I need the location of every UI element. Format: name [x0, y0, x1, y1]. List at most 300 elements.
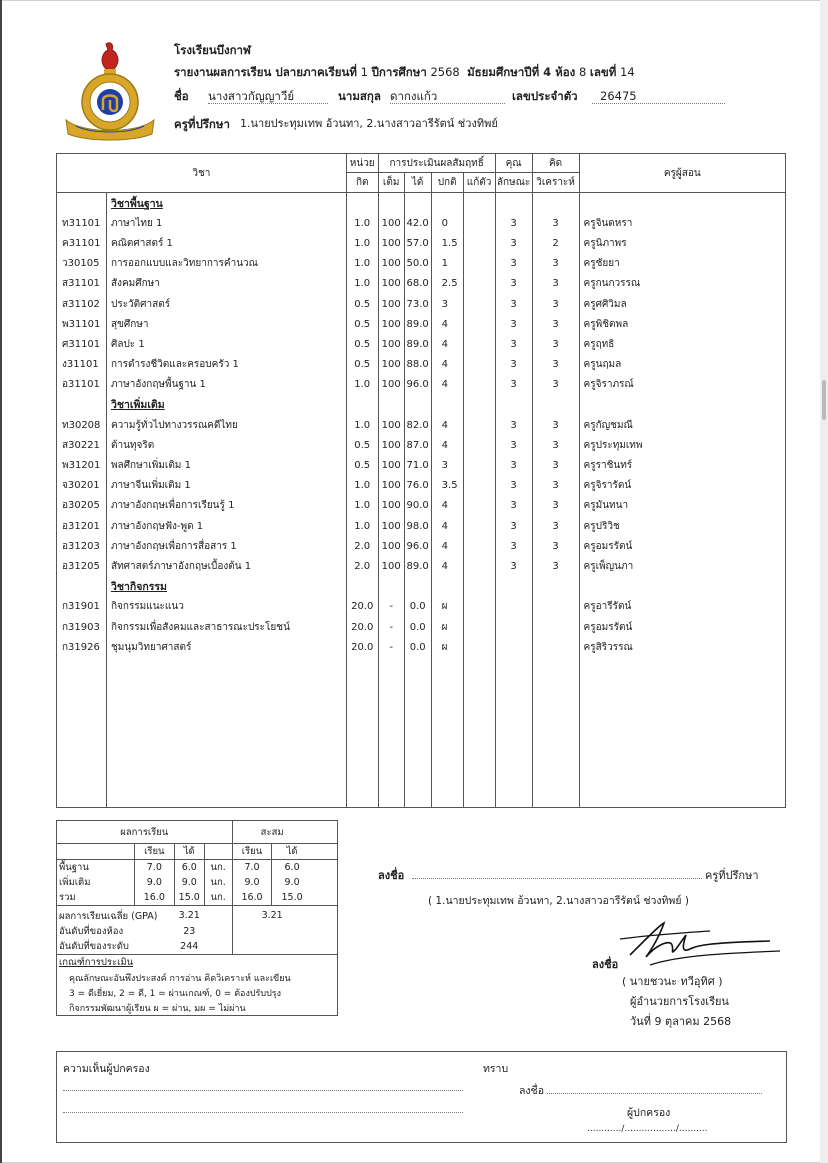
empty-cell [346, 395, 378, 415]
thinking-score: 3 [532, 355, 579, 375]
credit-header-top: หน่วย [346, 154, 378, 173]
section-title: วิชากิจกรรม [106, 577, 346, 597]
full-score: 100 [378, 496, 404, 516]
empty-cell [57, 844, 135, 860]
parent-comment-box [56, 1051, 787, 1143]
normal-grade-header: ปกติ [431, 173, 463, 193]
table-row [57, 496, 786, 516]
full-score: 100 [378, 274, 404, 294]
parent-sign-line[interactable] [547, 1082, 762, 1094]
criteria-line-3: กิจกรรมพัฒนาผู้เรียน ผ = ผ่าน, มผ = ไม่ผ่าน [57, 1000, 338, 1016]
revised-grade [463, 496, 495, 516]
empty-cell [346, 193, 378, 214]
empty-cell [404, 193, 431, 214]
revised-grade [463, 233, 495, 253]
got-score: 0.0 [404, 597, 431, 617]
full-score: - [378, 637, 404, 657]
subject-code: ก31926 [57, 637, 107, 657]
full-score-header: เต็ม [378, 173, 404, 193]
full-score: - [378, 597, 404, 617]
credit-value: 20.0 [346, 617, 378, 637]
normal-grade: 2.5 [431, 274, 463, 294]
normal-grade: ผ [431, 597, 463, 617]
empty-cell [495, 657, 532, 808]
credit-value: 0.5 [346, 334, 378, 354]
empty-cell [312, 844, 338, 860]
advisor-role: ครูที่ปรึกษา [705, 869, 759, 882]
character-score: 3 [495, 476, 532, 496]
subject-code: ส31102 [57, 294, 107, 314]
parent-date-blank[interactable]: ............/................../.......... [587, 1124, 708, 1134]
credit-value: 1.0 [346, 415, 378, 435]
full-score: 100 [378, 254, 404, 274]
subject-name: ภาษาอังกฤษเพื่อการสื่อสาร 1 [106, 536, 346, 556]
revised-grade [463, 536, 495, 556]
thinking-score: 3 [532, 516, 579, 536]
advisor-label: ครูที่ปรึกษา [174, 117, 230, 131]
subject-name: ประวัติศาสตร์ [106, 294, 346, 314]
normal-grade: 4 [431, 556, 463, 576]
student-surname: ดากงแก้ว [390, 89, 505, 104]
revised-grade [463, 597, 495, 617]
normal-grade: 3 [431, 294, 463, 314]
assessment-header: การประเมินผลสัมฤทธิ์ [378, 154, 495, 173]
revised-grade [463, 476, 495, 496]
thinking-score: 3 [532, 536, 579, 556]
subject-code: ส30221 [57, 435, 107, 455]
empty-cell [312, 939, 338, 955]
credit-value: 1.0 [346, 375, 378, 395]
subject-code: จ30201 [57, 476, 107, 496]
thinking-score: 3 [532, 294, 579, 314]
empty-cell [404, 577, 431, 597]
subject-code: อ31205 [57, 556, 107, 576]
subject-code: ก31901 [57, 597, 107, 617]
credit-header-bottom: กิต [346, 173, 378, 193]
normal-grade: 4 [431, 536, 463, 556]
school-name: โรงเรียนบึงกาฬ [174, 43, 251, 57]
teacher-name: ครูพิชิตพล [579, 314, 785, 334]
teacher-name: ครูนิภาพร [579, 233, 785, 253]
thinking-score: 2 [532, 233, 579, 253]
normal-grade: 3 [431, 455, 463, 475]
teacher-name: ครูอารีรัตน์ [579, 597, 785, 617]
thinking-score: 3 [532, 254, 579, 274]
character-score: 3 [495, 435, 532, 455]
full-score: 100 [378, 476, 404, 496]
normal-grade: 1.5 [431, 233, 463, 253]
parent-comment-line-1[interactable] [63, 1080, 463, 1091]
section-header-row [57, 395, 786, 415]
empty-cell [232, 924, 312, 939]
subject-name: การดำรงชีวิตและครอบครัว 1 [106, 355, 346, 375]
subject-name: ความรู้ทั่วไปทางวรรณคดีไทย [106, 415, 346, 435]
subject-name: สุขศึกษา [106, 314, 346, 334]
character-score: 3 [495, 254, 532, 274]
table-row [57, 375, 786, 395]
normal-grade: ผ [431, 637, 463, 657]
character-score: 3 [495, 294, 532, 314]
credit-value: 0.5 [346, 435, 378, 455]
parent-comment-label: ความเห็นผู้ปกครอง [63, 1063, 150, 1075]
got-score: 71.0 [404, 455, 431, 475]
full-score: 100 [378, 294, 404, 314]
empty-cell [579, 395, 785, 415]
thinking-score: 3 [532, 314, 579, 334]
revised-grade [463, 213, 495, 233]
character-score: 3 [495, 536, 532, 556]
revised-grade [463, 314, 495, 334]
empty-cell [57, 193, 107, 214]
criteria-line-1: คุณลักษณะอันพึงประสงค์ การอ่าน คิดวิเคราะห์ และเขียน [57, 970, 338, 985]
scrollbar-thumb[interactable] [822, 380, 826, 420]
empty-cell [495, 395, 532, 415]
empty-cell [579, 657, 785, 808]
table-row [57, 334, 786, 354]
full-score: 100 [378, 375, 404, 395]
full-score: 100 [378, 314, 404, 334]
got-score: 57.0 [404, 233, 431, 253]
full-score: 100 [378, 233, 404, 253]
got-score: 82.0 [404, 415, 431, 435]
empty-cell [404, 657, 431, 808]
gpa-label: ผลการเรียนเฉลี่ย (GPA) [57, 906, 175, 925]
subject-code: อ31201 [57, 516, 107, 536]
character-score [495, 597, 532, 617]
got-score: 0.0 [404, 617, 431, 637]
student-number-label: เลขที่ [589, 65, 617, 79]
empty-cell [204, 906, 232, 925]
empty-cell [346, 577, 378, 597]
director-role: ผู้อำนวยการโรงเรียน [630, 995, 729, 1008]
revised-grade [463, 516, 495, 536]
table-row [57, 415, 786, 435]
studied-value: 7.0 [134, 860, 174, 876]
summary-row [57, 890, 338, 906]
teacher-name: ครูปริวิช [579, 516, 785, 536]
character-score: 3 [495, 233, 532, 253]
studied-header: เรียน [134, 844, 174, 860]
room-number: 8 [578, 65, 587, 79]
full-score: 100 [378, 213, 404, 233]
normal-grade: 0 [431, 213, 463, 233]
parent-role: ผู้ปกครอง [627, 1107, 671, 1119]
empty-cell [495, 193, 532, 214]
empty-cell [57, 577, 107, 597]
empty-cell [312, 906, 338, 925]
student-first-name: นางสาวกัญญาวีย์ [208, 89, 328, 104]
studied-value: 16.0 [134, 890, 174, 906]
table-row [57, 213, 786, 233]
teacher-name: ครูศศิวิมล [579, 294, 785, 314]
character-header-bottom: ลักษณะ [495, 173, 532, 193]
thinking-score: 3 [532, 375, 579, 395]
teacher-name: ครูเพ็ญนภา [579, 556, 785, 576]
credit-value: 1.0 [346, 274, 378, 294]
credit-value: 1.0 [346, 213, 378, 233]
subject-code: ค31101 [57, 233, 107, 253]
got-score: 73.0 [404, 294, 431, 314]
empty-cell [532, 395, 579, 415]
thinking-score: 3 [532, 334, 579, 354]
name-label: ชื่อ [174, 89, 189, 103]
character-score: 3 [495, 415, 532, 435]
revised-grade-header: แก้ตัว [463, 173, 495, 193]
subject-code: ก31903 [57, 617, 107, 637]
scrollbar-track[interactable] [820, 0, 828, 1163]
subject-name: ชุมนุมวิทยาศาสตร์ [106, 637, 346, 657]
cum-studied-value: 7.0 [244, 862, 260, 873]
teacher-name: ครูประทุมเทพ [579, 435, 785, 455]
character-score: 3 [495, 213, 532, 233]
credit-value: 1.0 [346, 254, 378, 274]
empty-cell [463, 193, 495, 214]
empty-cell [312, 890, 338, 906]
subject-name: สังคมศึกษา [106, 274, 346, 294]
credit-value: 1.0 [346, 496, 378, 516]
summary-row-label: รวม [57, 890, 135, 906]
character-score: 3 [495, 334, 532, 354]
empty-cell [579, 193, 785, 214]
credit-value: 20.0 [346, 597, 378, 617]
report-title: รายงานผลการเรียน ปลายภาคเรียนที่ [174, 65, 357, 79]
summary-row-label: พื้นฐาน [57, 860, 135, 876]
thinking-score [532, 637, 579, 657]
got-header: ได้ [174, 844, 204, 860]
teacher-name: ครูราชินทร์ [579, 455, 785, 475]
credit-unit: นก. [204, 890, 232, 906]
empty-cell [463, 657, 495, 808]
credit-value: 2.0 [346, 536, 378, 556]
credit-unit: นก. [204, 875, 232, 890]
empty-cell [463, 395, 495, 415]
advisor-sign-line [412, 866, 702, 879]
revised-grade [463, 617, 495, 637]
rank-level-value: 244 [180, 941, 199, 952]
level-label: มัธยมศึกษาปีที่ 4 ห้อง [467, 65, 576, 79]
subject-name: ภาษาอังกฤษเพื่อการเรียนรู้ 1 [106, 496, 346, 516]
year-label: ปีการศึกษา [371, 65, 427, 79]
character-score: 3 [495, 314, 532, 334]
revised-grade [463, 334, 495, 354]
empty-cell [579, 577, 785, 597]
normal-grade: ผ [431, 617, 463, 637]
full-score: 100 [378, 355, 404, 375]
section-header-row [57, 193, 786, 214]
surname-label: นามสกุล [338, 89, 381, 103]
revised-grade [463, 254, 495, 274]
got-score: 87.0 [404, 435, 431, 455]
character-score: 3 [495, 274, 532, 294]
got-score: 89.0 [404, 314, 431, 334]
credit-value: 20.0 [346, 637, 378, 657]
table-row [57, 516, 786, 536]
cum-got-value: 6.0 [272, 860, 312, 876]
thinking-score: 3 [532, 274, 579, 294]
thinking-score: 3 [532, 435, 579, 455]
character-score: 3 [495, 455, 532, 475]
cum-got-value: 9.0 [272, 875, 312, 890]
empty-cell [378, 193, 404, 214]
empty-cell [431, 577, 463, 597]
empty-cell [431, 193, 463, 214]
rank-room-label: อันดับที่ของห้อง [57, 924, 175, 939]
school-logo-emblem [62, 42, 158, 142]
thinking-score: 3 [532, 415, 579, 435]
character-score [495, 637, 532, 657]
semester-number: 1 [360, 65, 368, 79]
empty-cell [346, 657, 378, 808]
student-number: 14 [620, 65, 635, 79]
thinking-score: 3 [532, 455, 579, 475]
empty-cell [378, 577, 404, 597]
subject-code: อ31101 [57, 375, 107, 395]
subject-name: ต้านทุจริต [106, 435, 346, 455]
full-score: 100 [378, 415, 404, 435]
got-score: 98.0 [404, 516, 431, 536]
normal-grade: 4 [431, 355, 463, 375]
table-row [57, 314, 786, 334]
empty-cell [431, 395, 463, 415]
subject-code: พ31101 [57, 314, 107, 334]
academic-year: 2568 [430, 65, 460, 79]
table-row [57, 536, 786, 556]
window-edge [0, 0, 2, 1163]
table-row [57, 355, 786, 375]
table-row [57, 435, 786, 455]
empty-cell [106, 657, 346, 808]
got-value: 15.0 [174, 890, 204, 906]
credit-value: 0.5 [346, 314, 378, 334]
got-score: 89.0 [404, 334, 431, 354]
subject-name: ภาษาอังกฤษฟัง-พูด 1 [106, 516, 346, 536]
teacher-name: ครูมันทนา [579, 496, 785, 516]
teacher-name: ครูนฤมล [579, 355, 785, 375]
empty-cell [204, 844, 232, 860]
teacher-name: ครูกัญชมณี [579, 415, 785, 435]
revised-grade [463, 435, 495, 455]
character-header-top: คุณ [495, 154, 532, 173]
summary-row [57, 860, 338, 876]
revised-grade [463, 455, 495, 475]
summary-row-label: เพิ่มเติม [57, 875, 135, 890]
teacher-name: ครูจิรารัตน์ [579, 476, 785, 496]
thinking-header-bottom: วิเคราะห์ [532, 173, 579, 193]
table-row [57, 455, 786, 475]
got-score: 96.0 [404, 375, 431, 395]
credit-value: 0.5 [346, 455, 378, 475]
student-id: 26475 [592, 89, 725, 104]
full-score: 100 [378, 536, 404, 556]
empty-cell [312, 821, 338, 844]
normal-grade: 4 [431, 415, 463, 435]
gpa-cumulative: 3.21 [261, 909, 283, 921]
cum-studied-header: เรียน [241, 846, 263, 857]
subject-name: ภาษาจีนเพิ่มเติม 1 [106, 476, 346, 496]
revised-grade [463, 415, 495, 435]
teacher-name: ครูชัยยา [579, 254, 785, 274]
criteria-title: เกณฑ์การประเมิน [57, 955, 338, 971]
table-row [57, 254, 786, 274]
empty-cell [57, 657, 107, 808]
table-row [57, 597, 786, 617]
subject-code: ศ31101 [57, 334, 107, 354]
credit-value: 1.0 [346, 516, 378, 536]
empty-cell [232, 939, 312, 955]
revised-grade [463, 355, 495, 375]
subject-name: กิจกรรมแนะแนว [106, 597, 346, 617]
teacher-name: ครูสิริวรรณ [579, 637, 785, 657]
subject-code: ว30105 [57, 254, 107, 274]
empty-cell [312, 875, 338, 890]
grades-table-body [57, 193, 786, 808]
subject-name: กิจกรรมเพื่อสังคมและสาธารณะประโยชน์ [106, 617, 346, 637]
section-title: วิชาพื้นฐาน [106, 193, 346, 214]
got-value: 9.0 [174, 875, 204, 890]
cum-got-header: ได้ [272, 844, 312, 860]
thinking-score: 3 [532, 496, 579, 516]
director-signature [590, 905, 790, 975]
table-row [57, 233, 786, 253]
thinking-score: 3 [532, 213, 579, 233]
table-row [57, 637, 786, 657]
subject-code: อ31203 [57, 536, 107, 556]
table-row [57, 556, 786, 576]
empty-cell [495, 577, 532, 597]
character-score: 3 [495, 496, 532, 516]
section-header-row [57, 577, 786, 597]
summary-rows [57, 860, 338, 906]
normal-grade: 4 [431, 314, 463, 334]
thinking-header-top: คิด [532, 154, 579, 173]
character-score: 3 [495, 355, 532, 375]
empty-cell [204, 939, 232, 955]
result-header: ผลการเรียน [57, 821, 233, 844]
revised-grade [463, 375, 495, 395]
got-score: 89.0 [404, 556, 431, 576]
student-id-label: เลขประจำตัว [512, 89, 578, 103]
normal-grade: 1 [431, 254, 463, 274]
parent-comment-line-2[interactable] [63, 1102, 463, 1113]
subject-code: ง31101 [57, 355, 107, 375]
got-score: 88.0 [404, 355, 431, 375]
got-score-header: ได้ [404, 173, 431, 193]
parent-sign-label: ลงชื่อ [519, 1085, 544, 1097]
subject-code: อ30205 [57, 496, 107, 516]
got-score: 0.0 [404, 637, 431, 657]
empty-cell [378, 395, 404, 415]
section-title: วิชาเพิ่มเติม [106, 395, 346, 415]
rank-room-value: 23 [183, 926, 196, 937]
character-score: 3 [495, 375, 532, 395]
full-score: 100 [378, 455, 404, 475]
table-filler-row [57, 657, 786, 808]
empty-cell [204, 924, 232, 939]
revised-grade [463, 274, 495, 294]
subject-name: คณิตศาสตร์ 1 [106, 233, 346, 253]
subject-name: ภาษาไทย 1 [106, 213, 346, 233]
subject-code: พ31201 [57, 455, 107, 475]
empty-cell [312, 860, 338, 876]
cum-studied-value: 9.0 [244, 877, 260, 888]
credit-value: 2.0 [346, 556, 378, 576]
thinking-score: 3 [532, 476, 579, 496]
subject-name: พลศึกษาเพิ่มเติม 1 [106, 455, 346, 475]
credit-value: 1.0 [346, 233, 378, 253]
thinking-score: 3 [532, 556, 579, 576]
thinking-score [532, 597, 579, 617]
thinking-score [532, 617, 579, 637]
